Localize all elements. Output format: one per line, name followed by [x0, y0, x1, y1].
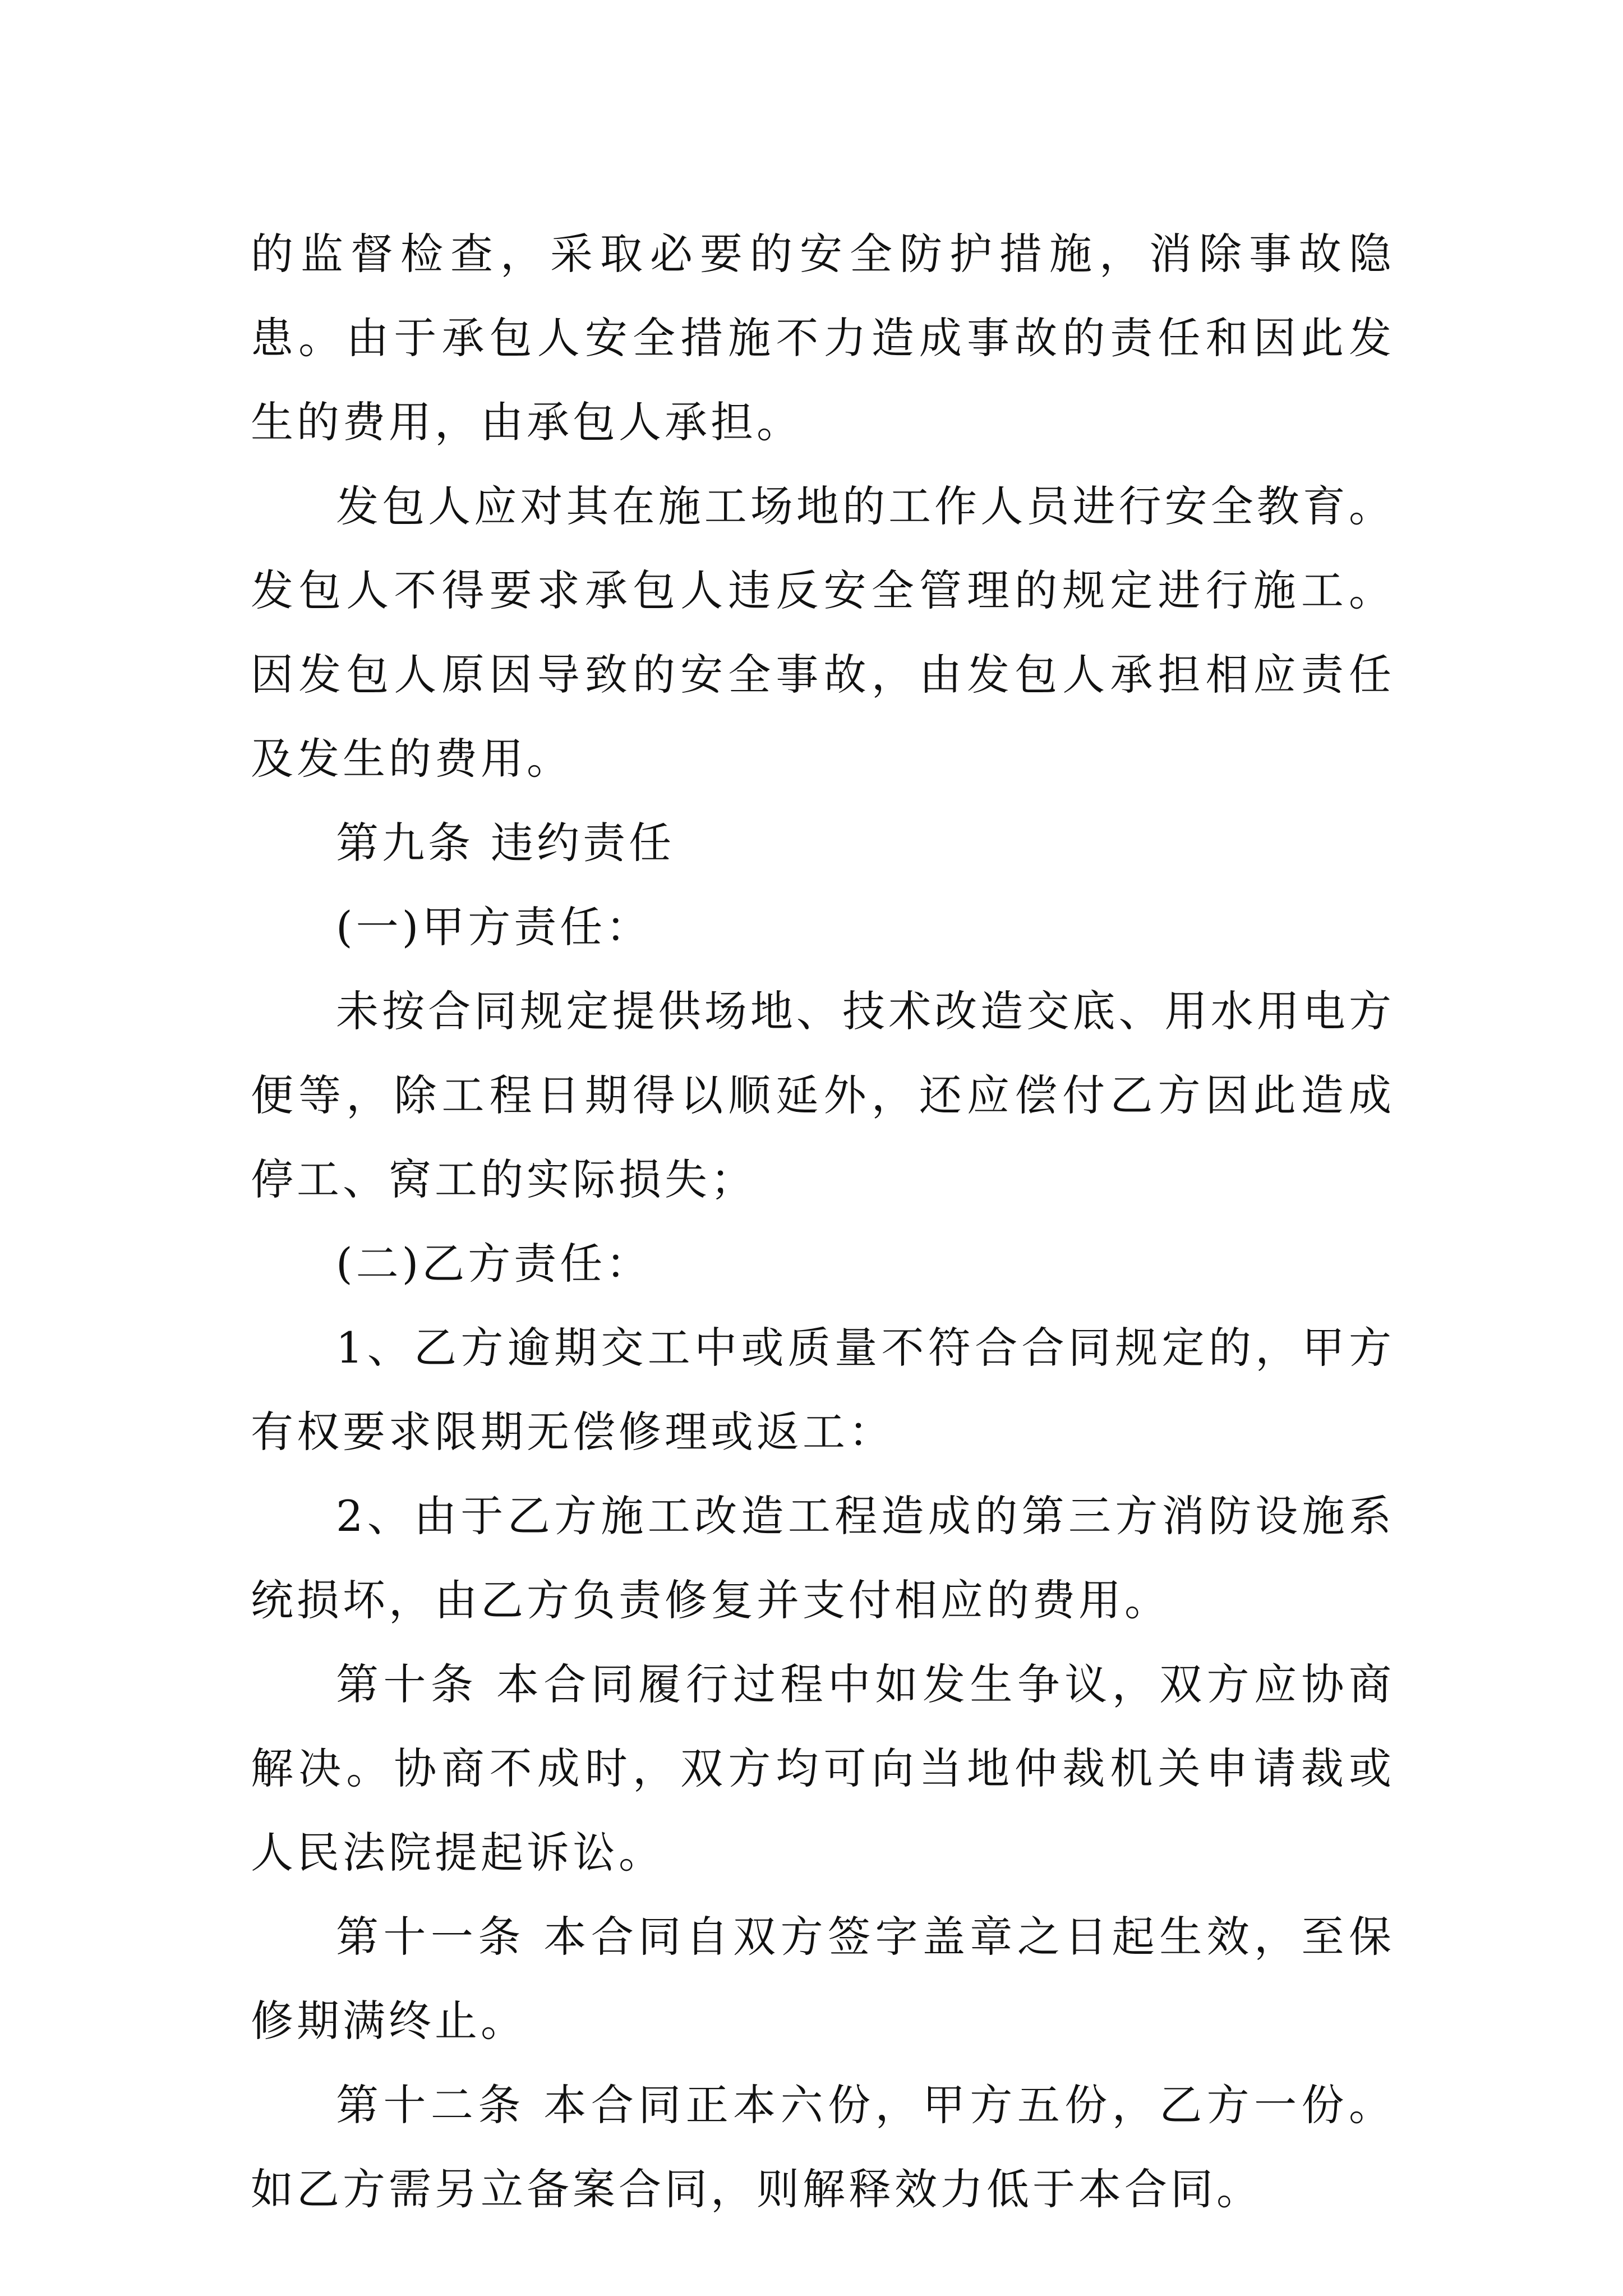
- article-10: 第十条 本合同履行过程中如发生争议，双方应协商解决。协商不成时，双方均可向当地仲裁机关申请裁或人民法院提起诉讼。: [251, 1659, 1395, 1878]
- party-a-liability-text: 未按合同规定提供场地、技术改造交底、用水用电方便等，除工程日期得以顺延外，还应偿付乙方因此造成停工、窝工的实际损失；: [251, 986, 1395, 1204]
- paragraph-safety-continuation: 的监督检查，采取必要的安全防护措施，消除事故隐患。由于承包人安全措施不力造成事故的责任和因此发生的费用，由承包人承担。: [251, 229, 1395, 447]
- article-11: 第十一条 本合同自双方签字盖章之日起生效，至保修期满终止。: [251, 1912, 1395, 2046]
- paragraph-employer-safety: 发包人应对其在施工场地的工作人员进行安全教育。发包人不得要求承包人违反安全管理的规定进行施工。因发包人原因导致的安全事故，由发包人承担相应责任及发生的费用。: [251, 481, 1395, 784]
- party-b-liability-item-1: 1、乙方逾期交工中或质量不符合合同规定的，甲方有权要求限期无偿修理或返工：: [251, 1323, 1395, 1457]
- article-12: 第十二条 本合同正本六份，甲方五份，乙方一份。如乙方需另立备案合同，则解释效力低于本合同。: [251, 2080, 1395, 2214]
- document-body: [251, 212, 1395, 2231]
- article-9-heading: 第九条 违约责任: [336, 818, 675, 868]
- party-b-liability-item-2: 2、由于乙方施工改造工程造成的第三方消防设施系统损坏，由乙方负责修复并支付相应的费用。: [251, 1491, 1395, 1625]
- party-a-liability-heading: (一)甲方责任：: [336, 902, 652, 952]
- party-b-liability-heading: (二)乙方责任：: [336, 1239, 652, 1289]
